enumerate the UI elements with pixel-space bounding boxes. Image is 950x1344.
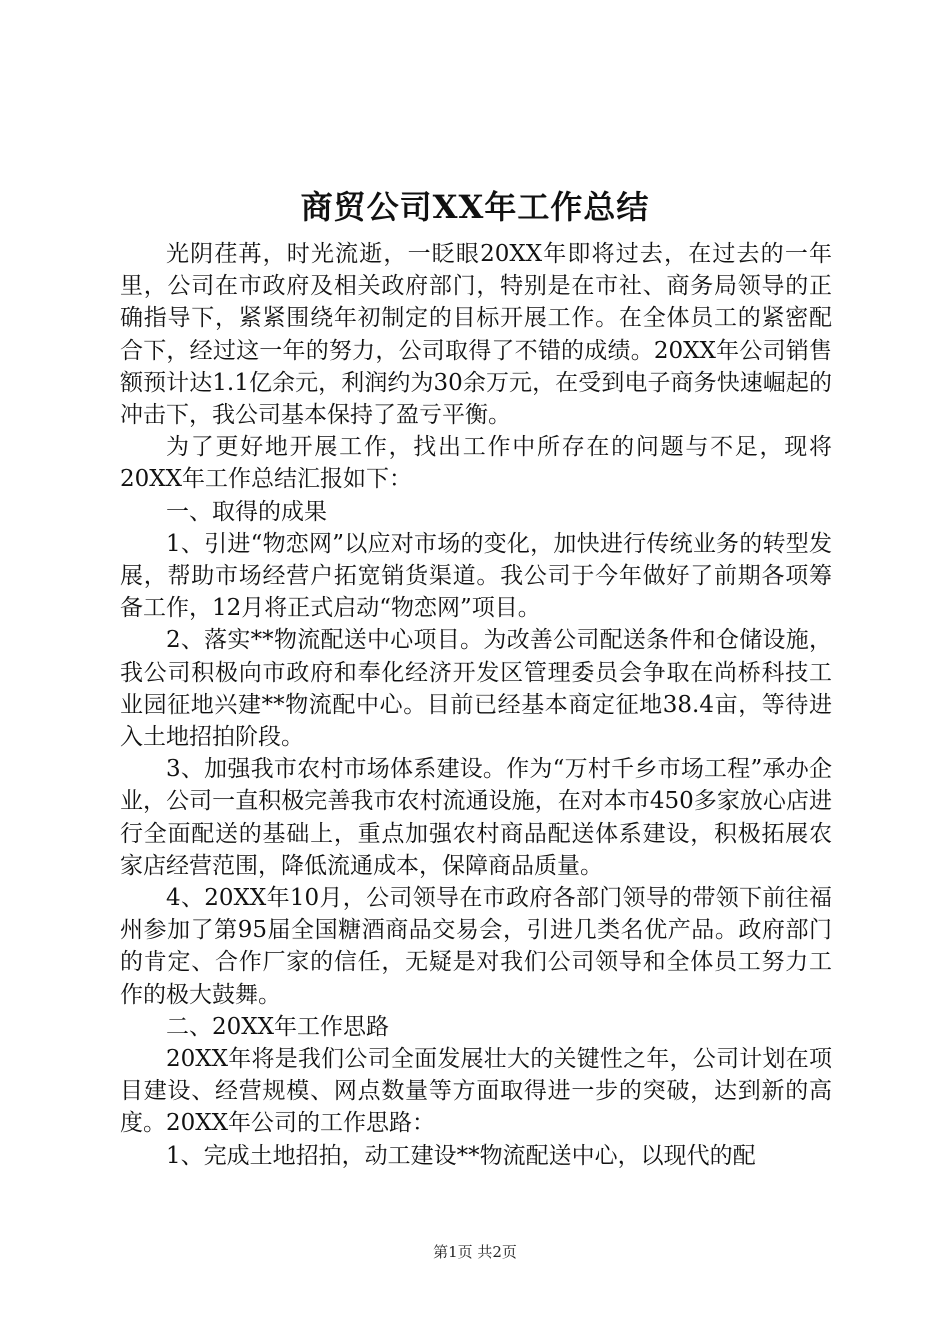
paragraph-item-3: 3、加强我市农村市场体系建设。作为“万村千乡市场工程”承办企业，公司一直积极完善我市农村流通设施，在对本市450多家放心店进行全面配送的基础上，重点加强农村商品配送体系建设，积极拓展农家店经营范围，降低流通成本，保障商品质量。 bbox=[120, 756, 832, 879]
paragraph-item-1: 1、引进“物恋网”以应对市场的变化，加快进行传统业务的转型发展，帮助市场经营户拓宽销货渠道。我公司于今年做好了前期各项筹备工作，12月将正式启动“物恋网”项目。 bbox=[120, 530, 832, 622]
paragraph-item-2: 2、落实**物流配送中心项目。为改善公司配送条件和仓储设施，我公司积极向市政府和奉化经济开发区管理委员会争取在尚桥科技工业园征地兴建**物流配中心。目前已经基本商定征地38.4亩，等待进入土地招拍阶段。 bbox=[120, 627, 832, 751]
document-title: 商贸公司XX年工作总结 bbox=[300, 188, 650, 226]
section-heading-achievements: 一、取得的成果 bbox=[166, 498, 327, 525]
paragraph-plan-item-1: 1、完成土地招拍，动工建设**物流配送中心，以现代的配 bbox=[166, 1142, 756, 1169]
paragraph-item-4: 4、20XX年10月，公司领导在市政府各部门领导的带领下前往福州参加了第95届全国糖酒商品交易会，引进几类名优产品。政府部门的肯定、合作厂家的信任，无疑是对我们公司领导和全体员工努力工作的极大鼓舞。 bbox=[120, 885, 832, 1008]
paragraph-purpose: 为了更好地开展工作，找出工作中所存在的问题与不足，现将20XX年工作总结汇报如下： bbox=[120, 434, 832, 493]
paragraph-intro: 光阴荏苒，时光流逝，一眨眼20XX年即将过去，在过去的一年里，公司在市政府及相关政府部门，特别是在市社、商务局领导的正确指导下，紧紧围绕年初制定的目标开展工作。在全体员工的紧密配合下，经过这一年的努力，公司取得了不错的成绩。20XX年公司销售额预计达1.1亿余元，利润约为30余万元，在受到电子商务快速崛起的冲击下，我公司基本保持了盈亏平衡。 bbox=[120, 241, 832, 429]
page-number-footer: 第1页 共2页 bbox=[433, 1243, 517, 1261]
section-heading-plan: 二、20XX年工作思路 bbox=[166, 1013, 390, 1040]
document-body bbox=[120, 238, 832, 1172]
paragraph-plan-intro: 20XX年将是我们公司全面发展壮大的关键性之年，公司计划在项目建设、经营规模、网点数量等方面取得进一步的突破，达到新的高度。20XX年公司的工作思路： bbox=[120, 1046, 832, 1137]
